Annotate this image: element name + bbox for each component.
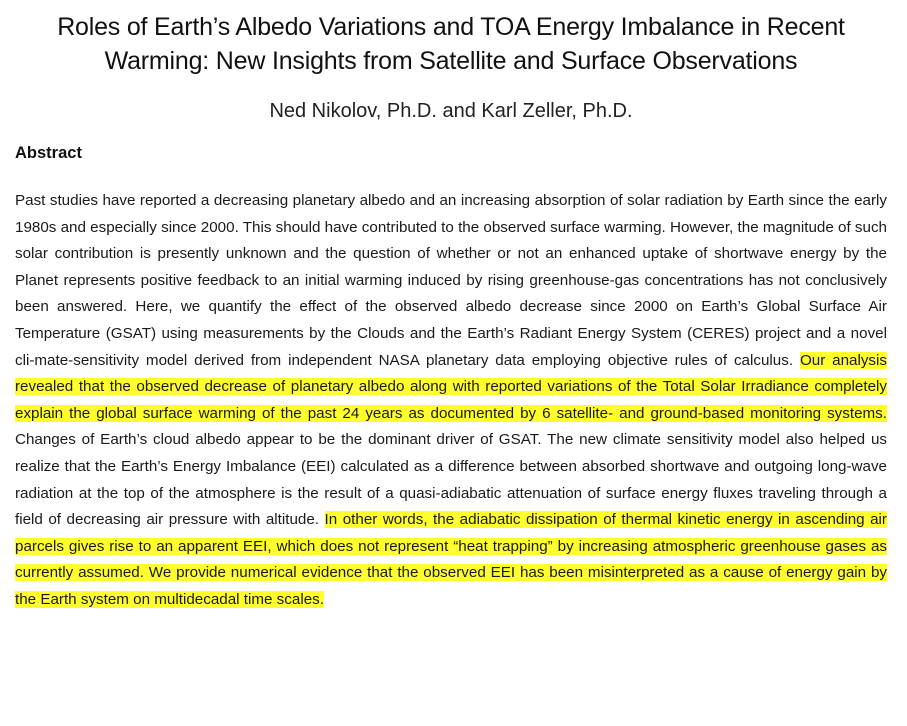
- paper-authors: Ned Nikolov, Ph.D. and Karl Zeller, Ph.D.: [269, 100, 633, 122]
- abstract-text-part-2: Changes of Earth’s cloud albedo appear to be the dominant driver of GSAT. The new climate sensitivity model also helped us realize that the Earth’s Energy Imbalance (EEI) calculated as a difference between absorbed shortwave and outgoing long-wave radiation at the top of the atmosphere is the result of a quasi-adiabatic attenuation of surface energy fluxes traveling through a field of decreasing air pressure with altitude.: [15, 431, 887, 529]
- abstract-heading: Abstract: [15, 144, 82, 162]
- document-page: [0, 10, 907, 726]
- paper-title: Roles of Earth’s Albedo Variations and TOA Energy Imbalance in Recent Warming: New Insights from Satellite and Surface Observations: [57, 13, 845, 75]
- abstract-paragraph: [15, 188, 887, 614]
- abstract-highlight-2: In other words, the adiabatic dissipation of thermal kinetic energy in ascending air parcels gives rise to an apparent EEI, which does not represent “heat trapping” by increasing atmospheric greenhouse gases as currently assumed. We provide numerical evidence that the observed EEI has been misinterpreted as a cause of energy gain by the Earth system on multidecadal time scales.: [15, 511, 887, 608]
- abstract-text-part-1: Past studies have reported a decreasing planetary albedo and an increasing absorption of solar radiation by Earth since the early 1980s and especially since 2000. This should have contributed to the observed surface warming. However, the magnitude of such solar contribution is presently unknown and the question of whether or not an enhanced uptake of shortwave energy by the Planet represents positive feedback to an initial warming induced by rising greenhouse-gas concentrations has not conclusively been answered. Here, we quantify the effect of the observed albedo decrease since 2000 on Earth’s Global Surface Air Temperature (GSAT) using measurements by the Clouds and the Earth’s Radiant Energy System (CERES) project and a novel cli-mate-sensitivity model derived from independent NASA planetary data employing objective rules of calculus.: [15, 192, 887, 369]
- abstract-highlight-1: Our analysis revealed that the observed decrease of planetary albedo along with reported variations of the Total Solar Irradiance completely explain the global surface warming of the past 24 years as documented by 6 satellite- and ground-based monitoring systems.: [15, 351, 887, 422]
